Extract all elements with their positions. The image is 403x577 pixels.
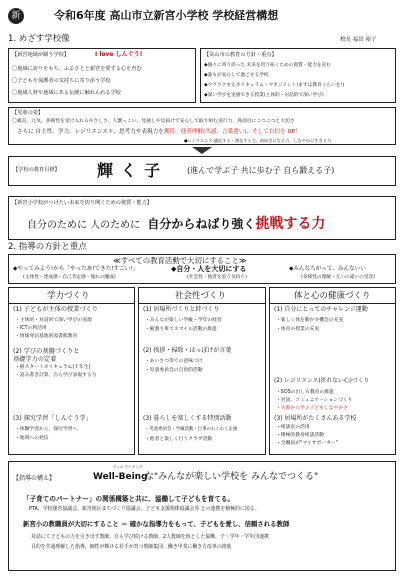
policy-item: ◆個々に寄り添った 未来を切り拓くための資質・能力を育む (204, 63, 331, 68)
group-heading: (2) 学びの基盤づくりと 基礎学力の定着 (13, 348, 80, 364)
group-item: ・体験学習から、探究学習へ (15, 427, 78, 432)
column-divider (9, 303, 134, 304)
goal-sub: (進んで学ぶ子 共に歩む子 自ら鍛える子) (187, 166, 335, 175)
column-divider (139, 303, 265, 304)
column-title: 社会性づくり (175, 291, 227, 301)
student-line-2d: 獲得、他者理解(共感、言葉遣い)、そして自信を UP！ (163, 129, 301, 135)
community-item: 〇地域人材や地域にある伝統に触れられる学校 (12, 90, 121, 96)
group-item: ・児童委員会・学級活動・行事のわくわく企画 (145, 427, 238, 432)
community-box-title: 【新宮地域が願う学校】 (12, 52, 70, 58)
important-item-main: ◆やってみよう!から「やったあ!できた!すごい!」 (13, 266, 139, 272)
group-item: ・情報発信基地的図書館教育 (15, 334, 78, 339)
resilience-note: ●レジリエンス:適応する・潜在する力、前向きになる力、しなやかに生きる力 (184, 138, 332, 143)
important-item-main: ◆自分・人を大切にする (171, 265, 247, 273)
group-item: ・主体的・対話的で深い学びの実現 (15, 318, 92, 323)
group-item: ・SOSの出し方教育の推進 (276, 390, 334, 395)
policy-item: ◆ワクワクするカリキュラム・マネジメント(まずは教育ぐらいを!) (204, 83, 345, 88)
group-item: ・みんなが楽しい学級・学年の経営 (145, 318, 222, 323)
group-item: ・板スタートカリキュラム(１年生) (15, 365, 91, 370)
student-line-2b: ＊、 (107, 129, 120, 135)
ability-label: 【新宮小学校がつけたい未来を切り開くための資質・能力】 (12, 200, 153, 206)
group-item: ・楽しく体を動かす機会の充実 (276, 318, 344, 323)
stance-quote: な"みんなが楽しい学校を みんなでつくる" (145, 472, 319, 482)
policy-item: ◆誰もが安心して過ごせる学校 (204, 73, 269, 78)
group-heading: (2) 挨拶・掃除・ほっぽけが言葉 (143, 347, 232, 354)
group-item: ・体育の授業の充実 (276, 327, 320, 332)
important-item-main: ◆みんなちがって、みんないい (289, 266, 366, 272)
bullet2-head: 新宮小の教職員が大切にすること ＝ 確かな指導力をもって、子どもを愛し、信頼される教師 (23, 520, 290, 528)
column-divider (270, 303, 395, 304)
bullet1-head: 「子育てのパートナー」の関係構築と共に、協働して子どもを育てる。 (23, 495, 234, 503)
ability-highlight-a: 自分からねばり強く (147, 217, 256, 231)
bullet2-sub: 目的を共通理解した指導、個性が輝ける若手が育つ教師集団、働き甲斐に働き方改革の推進 (31, 544, 232, 550)
group-item: ・積極的教育相談活動 (276, 433, 324, 438)
group-heading: (2) レジリエンス(折れない心)づくり (274, 378, 370, 384)
student-line-2c: 思考力や表現力を (119, 129, 164, 135)
important-item-sub: (社会性・他者を思う気持ち) (187, 275, 247, 280)
important-things-box (8, 254, 396, 284)
group-item: ・対話、コミュニケーションづくり (276, 398, 353, 403)
group-item: ・縦割り班でスマイル活動の推進 (145, 327, 217, 332)
policy-item: ◆深い学びを実感できる授業(主体的・対話的で深い学び) (204, 93, 324, 98)
ability-prefix: 自分のために 人のために (27, 220, 141, 231)
group-item: ・失敗から学ぶ子どもしなやかさ (276, 406, 348, 411)
bullet1-sub: PTA、学校運営協議会、新宮地区まちづくり協議会、子ども支援関係協議会等 との連携を積極的に図る。 (29, 506, 260, 512)
wellbeing-word: Well-Being (93, 472, 148, 482)
group-heading: (1) 自分にとってのチャレンジ運動 (274, 306, 368, 313)
section1-heading: 1. めざす学校像 (8, 34, 70, 44)
student-line-2a: さらに 自主性、学力、レジリエンス (17, 129, 108, 135)
group-item: ・相談室の活用 (276, 425, 310, 430)
goal-label: 【学校の教育目標】 (13, 167, 60, 173)
column-title: 学力づくり (47, 291, 90, 301)
student-line-2 (17, 130, 301, 136)
student-profile-box (8, 107, 396, 145)
student-box-title: 【児童の姿】 (12, 110, 44, 116)
principal-name: 校長 福田 裕子 (340, 37, 377, 43)
column-academic (8, 287, 135, 455)
school-logo (8, 8, 24, 24)
group-item: ・地域への発信 (15, 436, 49, 441)
group-item: ・ICTの利活用 (15, 326, 47, 331)
goal-main: 輝 く 子 (97, 161, 162, 180)
ability-statement (27, 217, 325, 231)
takayama-policy-box (200, 48, 396, 103)
teaching-stance-box (8, 461, 396, 571)
policy-box-title: 【高山市の教育の方針・重点】 (204, 52, 277, 58)
group-heading: (3) 探究学習「しんぐう学」 (13, 415, 92, 422)
section2-heading: 2. 指導の方針と重点 (8, 242, 87, 252)
community-item: 〇地域に誇りをもち、ふるさとと新宮を愛する心を育む (12, 66, 142, 72)
target-ability-box (8, 196, 396, 240)
group-heading: (3) 暮らしを楽しくする特別活動 (143, 415, 232, 422)
group-item: ・他者と楽しく行うクラブ活動 (145, 437, 213, 442)
important-item-sub: (主体性・達成感・自己肯定感・憧れの醸成) (23, 275, 116, 280)
wellbeing-ruby: ウェル ビーイング (113, 465, 143, 469)
column-title: 体と心の健康づくり (294, 291, 371, 301)
student-line-1: 〇素直、元気、多様性を受け入れるやさしさ、人懐っこい、見通しや見届けで安心して取り組む実行力、真面目にこつこつと大切さ (12, 119, 295, 124)
group-heading: (1) 子どもが主体の授業づくり (13, 306, 98, 313)
stance-label: 【指導の構え】 (13, 475, 56, 482)
logo-text: 新 (11, 11, 21, 21)
education-goal-box (8, 156, 396, 186)
important-item-sub: (多様性の理解・互いの違いの受容) (301, 275, 375, 280)
community-slogan: I love しんぐう! (95, 51, 143, 58)
group-item: ・全職員が"マイサポーター" (276, 441, 338, 446)
important-title: ≪すべての教育活動で大切にすること≫ (113, 256, 247, 265)
ability-highlight-b: 挑戦する力 (255, 216, 326, 232)
bullet2-sub: 対話にて子どもの力を引き出す教師、自ら学び続ける教師、2人教師を核とした協働、子・学年・学年団連携 (31, 534, 269, 540)
column-health (269, 287, 396, 455)
group-item: ・読み書き計算、自ら学び表現する力 (15, 373, 97, 378)
group-item: ・児童委員会の自治的活動 (145, 368, 203, 373)
group-heading: (3) 居場所がたくさんある学校 (274, 415, 357, 422)
column-social (138, 287, 266, 455)
down-arrow-icon (192, 147, 212, 154)
community-item: 〇子どもや保護者の気持ちに寄り添う学校 (12, 78, 111, 84)
page-title: 令和6年度 高山市立新宮小学校 学校経営構想 (54, 9, 279, 22)
group-item: ・あいさつ等での意味づけ (145, 359, 203, 364)
group-heading: (1) 居場所づくりと絆づくり (143, 306, 220, 313)
community-wishes-box (8, 48, 196, 103)
